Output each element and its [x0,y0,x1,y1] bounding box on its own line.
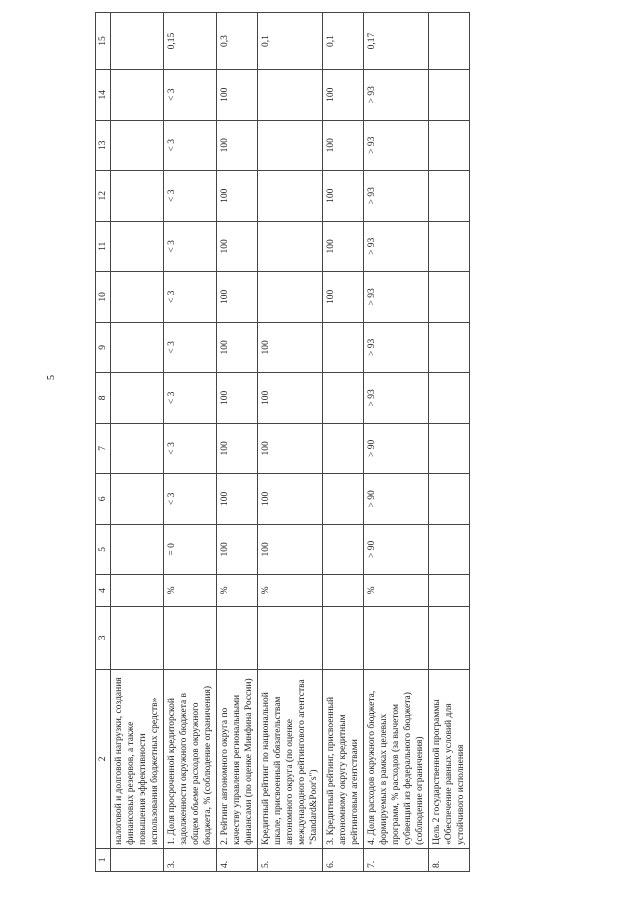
base-value-cell [258,606,323,669]
value-cell: < 3 [164,322,217,373]
value-cell [429,524,470,575]
value-cell [429,373,470,424]
value-cell: 100 [217,373,258,424]
value-cell: 100 [258,373,323,424]
value-cell: 100 [217,120,258,171]
value-cell: = 0 [164,524,217,575]
header-cell: 12 [96,171,111,222]
value-cell [323,423,364,474]
indicator-name-cell: Цель 2 государственной программы «Обеспечение равных условий для устойчивого исполнения [429,669,470,848]
value-cell: < 3 [164,474,217,525]
value-cell [258,70,323,121]
value-cell: < 3 [164,423,217,474]
value-cell [258,272,323,323]
value-cell [429,13,470,70]
value-cell: < 3 [164,373,217,424]
value-cell: > 93 [364,70,429,121]
table-row [258,13,323,872]
value-cell: 0,17 [364,13,429,70]
value-cell: < 3 [164,70,217,121]
value-cell: 100 [217,171,258,222]
header-cell: 2 [96,669,111,848]
value-cell [429,70,470,121]
header-cell: 10 [96,272,111,323]
value-cell [111,423,164,474]
unit-cell [429,575,470,607]
value-cell: > 90 [364,524,429,575]
value-cell [258,221,323,272]
value-cell [429,171,470,222]
value-cell: 100 [323,221,364,272]
value-cell: 0,1 [258,13,323,70]
value-cell: 100 [258,423,323,474]
value-cell [111,322,164,373]
value-cell [323,322,364,373]
row-number-cell: 3. [164,848,217,871]
header-cell: 11 [96,221,111,272]
unit-cell [111,575,164,607]
table-row [111,13,164,872]
table-row [364,13,429,872]
value-cell [258,171,323,222]
value-cell: 100 [217,70,258,121]
value-cell [429,120,470,171]
header-cell: 8 [96,373,111,424]
value-cell: 0,15 [164,13,217,70]
header-cell: 6 [96,474,111,525]
value-cell [258,120,323,171]
value-cell [111,524,164,575]
header-cell: 4 [96,575,111,607]
value-cell [111,474,164,525]
value-cell: 100 [217,423,258,474]
value-cell: 100 [217,221,258,272]
value-cell: 100 [323,171,364,222]
unit-cell: % [217,575,258,607]
value-cell: 100 [217,322,258,373]
value-cell: 100 [323,272,364,323]
base-value-cell [111,606,164,669]
row-number-cell: 6. [323,848,364,871]
value-cell: > 93 [364,272,429,323]
value-cell: < 3 [164,120,217,171]
unit-cell: % [258,575,323,607]
base-value-cell [164,606,217,669]
row-number-cell: 4. [217,848,258,871]
value-cell: 100 [258,322,323,373]
unit-cell: % [364,575,429,607]
rotated-document [95,12,595,872]
value-cell [111,171,164,222]
base-value-cell [323,606,364,669]
header-cell: 7 [96,423,111,474]
value-cell [111,272,164,323]
value-cell: < 3 [164,272,217,323]
value-cell [111,120,164,171]
value-cell: 0,3 [217,13,258,70]
row-number-cell: 8. [429,848,470,871]
value-cell: > 90 [364,423,429,474]
header-cell: 1 [96,848,111,871]
value-cell [429,423,470,474]
value-cell [323,524,364,575]
value-cell [111,70,164,121]
value-cell [323,474,364,525]
page-number: 5 [46,375,57,380]
value-cell: > 93 [364,120,429,171]
header-cell: 15 [96,13,111,70]
header-cell: 5 [96,524,111,575]
header-cell: 3 [96,606,111,669]
indicators-table [95,12,470,872]
value-cell: < 3 [164,221,217,272]
header-cell: 13 [96,120,111,171]
value-cell [111,221,164,272]
table-row [217,13,258,872]
indicator-name-cell: 1. Доля просроченной кредиторской задолженности окружного бюджета в общем объеме расходов окружного бюджета, % (соблюдение ограничения) [164,669,217,848]
value-cell: > 93 [364,373,429,424]
value-cell: 100 [323,120,364,171]
indicator-name-cell: 2. Рейтинг автономного округа по качеству управления региональными финансами (по оценке Минфина России) [217,669,258,848]
value-cell: 100 [258,524,323,575]
base-value-cell [364,606,429,669]
value-cell: 100 [217,474,258,525]
value-cell [429,474,470,525]
value-cell [429,322,470,373]
indicator-name-cell: 4. Доля расходов окружного бюджета, формируемых в рамках целевых программ, % расходов (за вычетом субвенций из федерального бюджета) (соблюдение ограничения) [364,669,429,848]
header-cell: 9 [96,322,111,373]
indicator-name-cell: Кредитный рейтинг по национальной шкале, присвоенный обязательствам автономного округа (по оценке международного рейтингового агентства "Standard&Poor's") [258,669,323,848]
value-cell [323,373,364,424]
value-cell: < 3 [164,171,217,222]
value-cell: 0,1 [323,13,364,70]
indicator-name-cell: 3. Кредитный рейтинг, присвоенный автономному округу кредитным рейтинговым агентствами [323,669,364,848]
value-cell: > 93 [364,322,429,373]
value-cell [111,373,164,424]
value-cell [111,13,164,70]
value-cell [429,272,470,323]
unit-cell [323,575,364,607]
row-number-cell: 5. [258,848,323,871]
value-cell [429,221,470,272]
base-value-cell [217,606,258,669]
value-cell: > 93 [364,171,429,222]
indicator-name-cell: налоговой и долговой нагрузки, создания финансовых резервов, а также повышения эффективности использования бюджетных средств» [111,669,164,848]
table-row [164,13,217,872]
value-cell: 100 [217,524,258,575]
table-row [429,13,470,872]
base-value-cell [429,606,470,669]
unit-cell: % [164,575,217,607]
header-cell: 14 [96,70,111,121]
row-number-cell [111,848,164,871]
value-cell: 100 [217,272,258,323]
value-cell: > 90 [364,474,429,525]
value-cell: 100 [323,70,364,121]
value-cell: > 93 [364,221,429,272]
value-cell: 100 [258,474,323,525]
header-row [96,13,111,872]
row-number-cell: 7. [364,848,429,871]
table-row [323,13,364,872]
